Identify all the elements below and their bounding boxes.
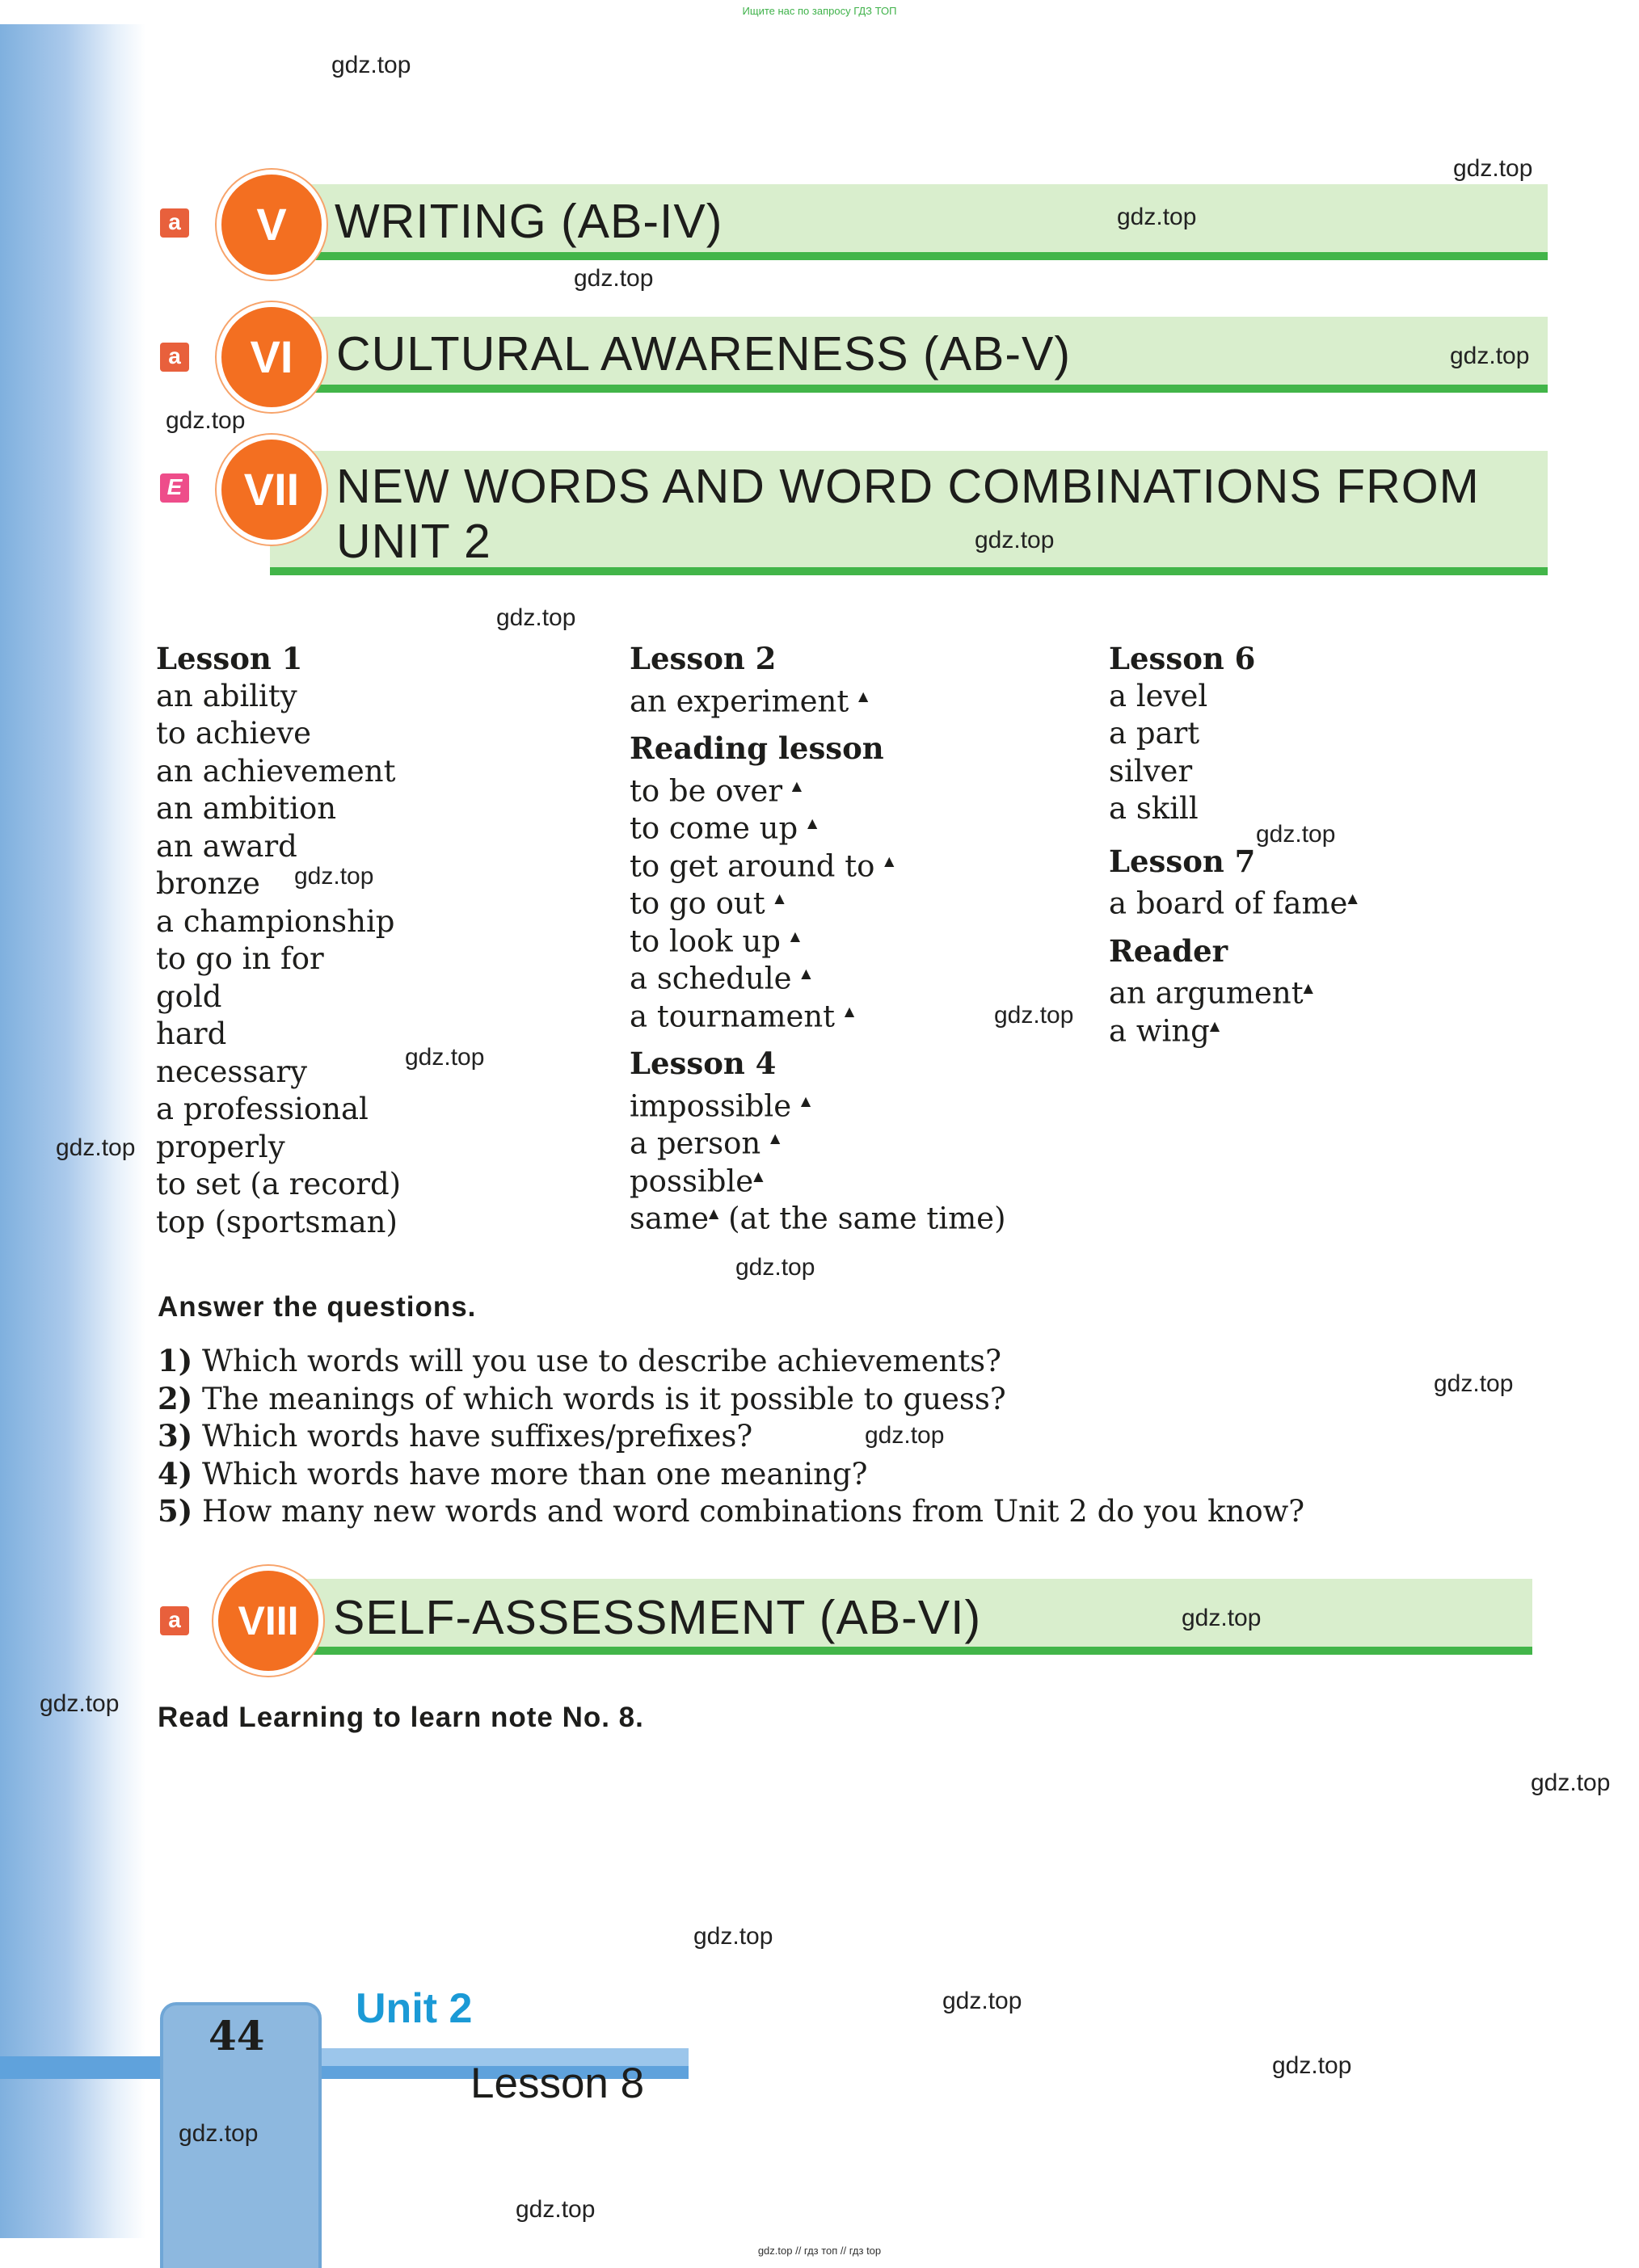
watermark: gdz.top [994, 1002, 1074, 1029]
new-word-marker-icon: ▲ [884, 852, 895, 869]
section-viii-numeral: VIII [213, 1566, 323, 1676]
vocab-item: a person ▲ [630, 1126, 781, 1161]
vocab-item: a schedule ▲ [630, 961, 811, 996]
question-item: 4) Which words have more than one meaning? [158, 1455, 868, 1492]
section-vi-underline [307, 385, 1548, 393]
watermark: gdz.top [693, 1923, 773, 1950]
vocab-item: hard [156, 1016, 227, 1051]
question-item: 3) Which words have suffixes/prefixes? [158, 1418, 753, 1454]
watermark: gdz.top [516, 2196, 596, 2223]
vocab-item: a board of fame▲ [1109, 886, 1358, 921]
self-assessment-note: Read Learning to learn note No. 8. [158, 1702, 644, 1733]
vocab-item: to go in for [156, 941, 324, 976]
vocab-item: a part [1109, 716, 1200, 751]
watermark: gdz.top [1434, 1370, 1514, 1397]
watermark: gdz.top [166, 407, 246, 434]
vocab-item: gold [156, 978, 222, 1014]
vocab-item: same▲ (at the same time) [630, 1201, 1006, 1236]
vocab-item: necessary [156, 1054, 307, 1089]
watermark: gdz.top [179, 2120, 259, 2147]
section-vi-title: CULTURAL AWARENESS (AB-V) [336, 327, 1072, 381]
section-viii-title: SELF-ASSESSMENT (AB-VI) [333, 1591, 982, 1644]
activity-book-icon: a [160, 343, 189, 372]
question-item: 5) How many new words and word combinations from Unit 2 do you know? [158, 1493, 1305, 1529]
watermark: gdz.top [294, 863, 374, 890]
vocab-item: to go out ▲ [630, 886, 785, 921]
section-vii-title-line1: NEW WORDS AND WORD COMBINATIONS FROM [336, 460, 1480, 513]
vocab-item: a professional [156, 1092, 369, 1126]
watermark: gdz.top [1453, 155, 1533, 182]
new-word-marker-icon: ▲ [1209, 1017, 1220, 1033]
vocab-item: a level [1109, 678, 1208, 713]
new-word-marker-icon: ▲ [807, 815, 818, 831]
watermark: gdz.top [574, 265, 654, 292]
new-word-marker-icon: ▲ [791, 777, 803, 793]
question-item: 1) Which words will you use to describe achievements? [158, 1343, 1001, 1378]
section-vii-numeral: VII [217, 435, 327, 545]
watermark: gdz.top [1117, 204, 1197, 230]
lesson-heading: Lesson 2 [630, 641, 777, 676]
vocab-item: an experiment ▲ [630, 683, 869, 718]
explore-icon: E [160, 473, 189, 503]
vocab-item: an argument▲ [1109, 975, 1313, 1011]
watermark: gdz.top [1256, 821, 1336, 848]
new-word-marker-icon: ▲ [790, 928, 801, 944]
vocab-item: bronze [156, 866, 260, 901]
new-word-marker-icon: ▲ [709, 1206, 719, 1221]
watermark: gdz.top [405, 1044, 485, 1071]
vocab-column-1 [156, 640, 401, 1241]
new-word-marker-icon: ▲ [1303, 980, 1313, 995]
question-item: 2) The meanings of which words is it possible to guess? [158, 1380, 1006, 1416]
vocab-item: a wing▲ [1109, 1012, 1220, 1048]
new-word-marker-icon: ▲ [801, 966, 811, 981]
section-vi-numeral: VI [217, 302, 327, 412]
section-v-numeral: V [217, 170, 327, 280]
vocab-item: to be over ▲ [630, 772, 803, 808]
new-word-marker-icon: ▲ [844, 1003, 855, 1019]
lesson-heading: Reader [1109, 932, 1228, 969]
new-word-marker-icon: ▲ [1347, 890, 1358, 906]
section-v-title: WRITING (AB-IV) [335, 195, 723, 248]
vocab-item: to come up ▲ [630, 810, 818, 846]
lesson-heading: Lesson 6 [1109, 641, 1256, 676]
activity-book-icon: a [160, 1606, 189, 1635]
vocab-item: a tournament ▲ [630, 998, 855, 1033]
new-word-marker-icon: ▲ [753, 1168, 764, 1184]
watermark: gdz.top [975, 527, 1055, 553]
lesson-heading: Reading lesson [630, 730, 884, 766]
watermark: gdz.top [1531, 1769, 1611, 1796]
vocab-item: top (sportsman) [156, 1204, 398, 1239]
watermark: gdz.top [942, 1988, 1022, 2014]
section-v-underline [307, 252, 1548, 260]
vocab-item: an award [156, 828, 297, 864]
lesson-heading: Lesson 4 [630, 1046, 777, 1081]
watermark: gdz.top [331, 52, 411, 78]
new-word-marker-icon: ▲ [774, 890, 785, 906]
new-word-marker-icon: ▲ [857, 688, 869, 704]
new-word-marker-icon: ▲ [769, 1130, 781, 1146]
vocab-item: properly [156, 1129, 285, 1164]
watermark: gdz.top [40, 1690, 120, 1717]
watermark: gdz.top [735, 1254, 815, 1281]
watermark: gdz.top [496, 604, 576, 631]
vocab-item: an achievement [156, 753, 396, 789]
vocab-item: possible▲ [630, 1163, 764, 1198]
questions-heading: Answer the questions. [158, 1291, 477, 1323]
vocab-item: to set (a record) [156, 1167, 402, 1201]
bottom-note: gdz.top // гдз топ // гдз top [757, 2245, 882, 2257]
new-word-marker-icon: ▲ [800, 1092, 811, 1109]
vocab-column-2 [630, 640, 1006, 1236]
watermark: gdz.top [1450, 343, 1530, 369]
vocab-item: a skill [1109, 791, 1199, 826]
lesson-label: Lesson 8 [470, 2060, 645, 2107]
watermark: gdz.top [1182, 1605, 1262, 1631]
vocab-item: an ability [156, 678, 297, 713]
section-vii-title-line2: UNIT 2 [336, 515, 491, 568]
section-viii-underline [304, 1647, 1532, 1655]
watermark: gdz.top [1272, 2052, 1352, 2079]
vocab-item: an ambition [156, 791, 337, 826]
vocab-item: impossible ▲ [630, 1088, 811, 1123]
vocab-item: to look up ▲ [630, 923, 801, 958]
vocab-item: silver [1109, 753, 1193, 789]
vocab-item: to achieve [156, 716, 312, 751]
page-margin-gradient [0, 24, 145, 2238]
lesson-heading: Lesson 1 [156, 641, 303, 676]
lesson-heading: Lesson 7 [1109, 843, 1256, 879]
page-number: 44 [209, 2012, 265, 2060]
vocab-item: to get around to ▲ [630, 848, 895, 883]
watermark: gdz.top [56, 1134, 136, 1161]
questions-list [158, 1342, 1304, 1530]
top-note: Ищите нас по запросу ГДЗ ТОП [742, 5, 897, 17]
activity-book-icon: a [160, 208, 189, 238]
unit-label: Unit 2 [356, 1985, 473, 2032]
vocab-item: a championship [156, 903, 395, 939]
watermark: gdz.top [865, 1422, 945, 1449]
